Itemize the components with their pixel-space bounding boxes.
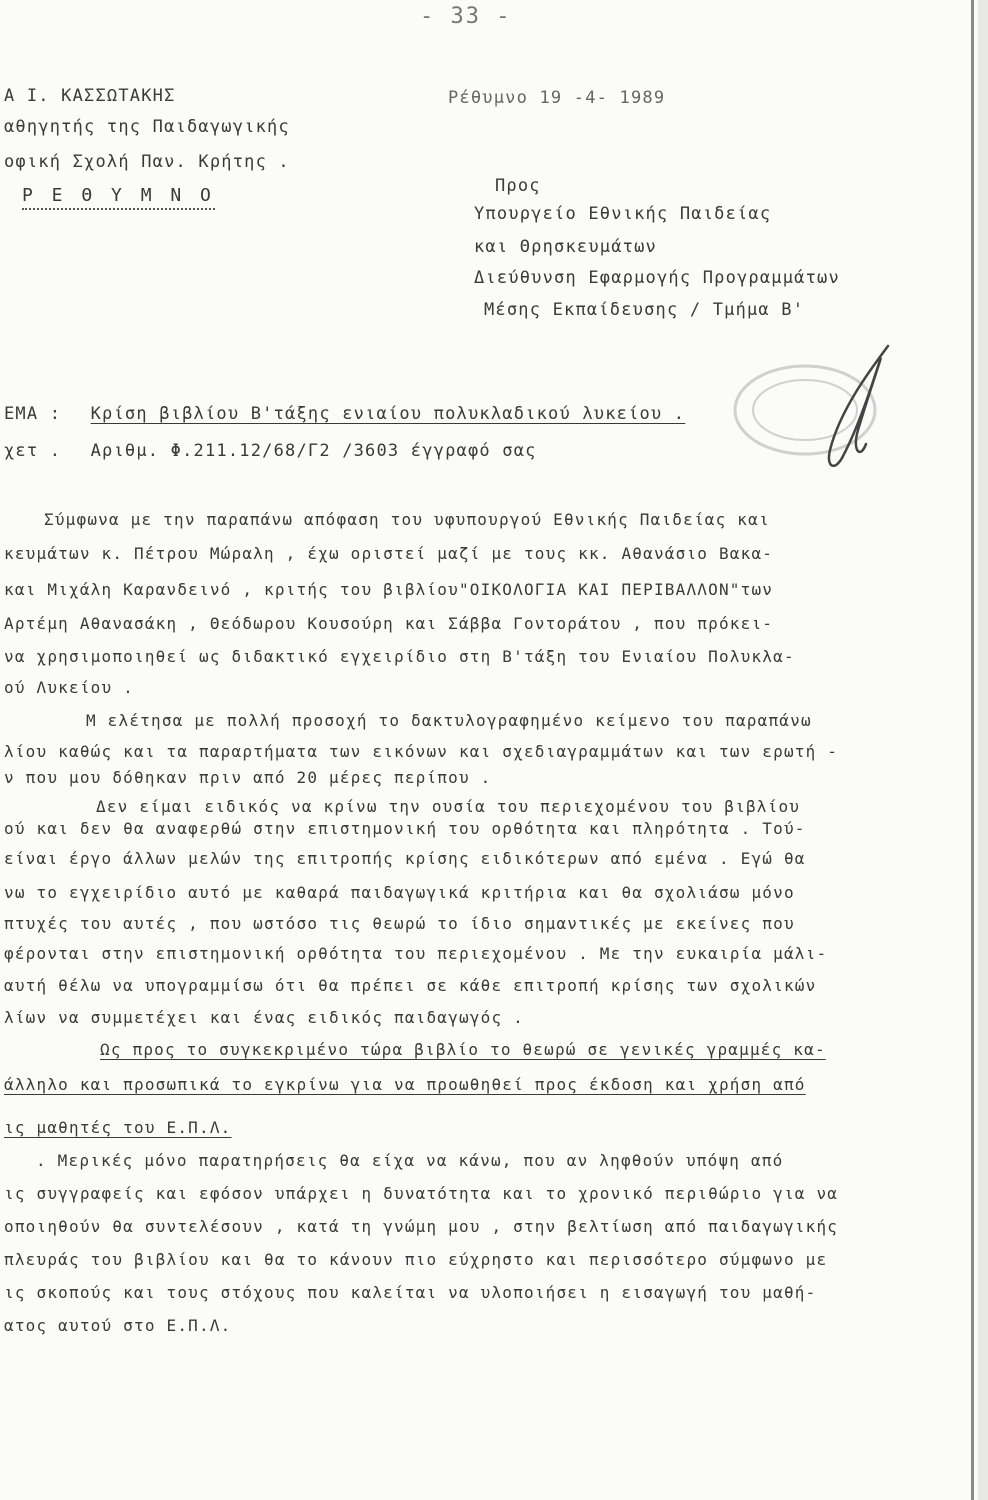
- page-edge-line: [971, 0, 974, 1500]
- sender-city: Ρ Ε Θ Υ Μ Ν Ο: [22, 185, 215, 210]
- sender-name: Α Ι. ΚΑΣΣΩΤΑΚΗΣ: [4, 86, 176, 106]
- body-line: ις μαθητές του Ε.Π.Λ.: [4, 1118, 232, 1137]
- body-line: άλληλο και προσωπικά το εγκρίνω για να προωθηθεί προς έκδοση και χρήση από: [4, 1075, 806, 1094]
- body-line: Σύμφωνα με την παραπάνω απόφαση του υφυπουργού Εθνικής Παιδείας και: [44, 510, 770, 529]
- body-line: ν που μου δόθηκαν πριν από 20 μέρες περίπου .: [4, 768, 492, 787]
- body-line: ού Λυκείου .: [4, 678, 134, 697]
- body-line: Αρτέμη Αθανασάκη , Θεόδωρου Κουσούρη και Σάββα Γοντοράτου , που πρόκει-: [4, 614, 774, 633]
- body-line: πλευράς του βιβλίου και θα το κάνουν πιο εύχρηστο και περισσότερο σύμφωνο με: [4, 1250, 828, 1269]
- reference-text: Αριθμ. Φ.211.12/68/Γ2 /3603 έγγραφό σας: [90, 441, 537, 461]
- body-line: φέρονται στην επιστημονική ορθότητα του περιεχομένου . Με την ευκαιρία μάλι-: [4, 944, 828, 963]
- sender-title-2: οφική Σχολή Παν. Κρήτης .: [4, 152, 290, 172]
- page-number: - 33 -: [420, 4, 512, 29]
- body-line: ού και δεν θα αναφερθώ στην επιστημονική του ορθότητα και πληρότητα . Τού-: [4, 819, 806, 838]
- body-line: και Μιχάλη Καρανδεινό , κριτής του βιβλίου"ΟΙΚΟΛΟΓΙΑ ΚΑΙ ΠΕΡΙΒΑΛΛΟΝ"των: [4, 580, 774, 599]
- body-line: κευμάτων κ. Πέτρου Μώραλη , έχω οριστεί μαζί με τους κκ. Αθανάσιο Βακα-: [4, 544, 774, 563]
- body-line: Μ ελέτησα με πολλή προσοχή το δακτυλογραφημένο κείμενο του παραπάνω: [86, 711, 812, 730]
- body-line: να χρησιμοποιηθεί ως διδακτικό εγχειρίδιο στη Β'τάξη του Ενιαίου Πολυκλα-: [4, 647, 795, 666]
- recipient-line-3: Διεύθυνση Εφαρμογής Προγραμμάτων: [474, 268, 840, 288]
- body-line: πτυχές του αυτές , που ωστόσο τις θεωρώ το ίδιο σημαντικές με εκείνες που: [4, 914, 795, 933]
- body-line: ατος αυτού στο Ε.Π.Λ.: [4, 1316, 232, 1335]
- subject-text: Κρίση βιβλίου Β'τάξης ενιαίου πολυκλαδικού λυκείου .: [90, 404, 686, 424]
- body-line: . Μερικές μόνο παρατηρήσεις θα είχα να κάνω, που αν ληφθούν υπόψη από: [36, 1151, 784, 1170]
- body-line: λίου καθώς και τα παραρτήματα των εικόνων και σχεδιαγραμμάτων και των ερωτή -: [4, 742, 839, 761]
- handwritten-signature: [800, 340, 900, 480]
- body-line: νω το εγχειρίδιο αυτό με καθαρά παιδαγωγικά κριτήρια και θα σχολιάσω μόνο: [4, 883, 795, 902]
- subject-label: ΕΜΑ :: [4, 404, 62, 424]
- body-line: ις σκοπούς και τους στόχους που καλείται να υλοποιήσει η εισαγωγή του μαθή-: [4, 1283, 817, 1302]
- body-line: Δεν είμαι ειδικός να κρίνω την ουσία του περιεχομένου του βιβλίου: [96, 797, 801, 816]
- reference-label: χετ .: [4, 441, 62, 461]
- body-line: Ως προς το συγκεκριμένο τώρα βιβλίο το θεωρώ σε γενικές γραμμές κα-: [100, 1040, 826, 1059]
- sender-title-1: αθηγητής της Παιδαγωγικής: [4, 117, 290, 137]
- recipient-line-1: Υπουργείο Εθνικής Παιδείας: [474, 204, 772, 224]
- recipient-line-4: Μέσης Εκπαίδευσης / Τμήμα Β': [484, 300, 805, 320]
- document-date: Ρέθυμνο 19 -4- 1989: [448, 88, 666, 108]
- body-line: λίων να συμμετέχει και ένας ειδικός παιδαγωγός .: [4, 1008, 524, 1027]
- body-line: είναι έργο άλλων μελών της επιτροπής κρίσης ειδικότερων από εμένα . Εγώ θα: [4, 849, 806, 868]
- body-line: ις συγγραφείς και εφόσον υπάρχει η δυνατότητα και το χρονικό περιθώριο για να: [4, 1184, 839, 1203]
- page-edge-shadow: [978, 0, 988, 1500]
- body-line: αυτή θέλω να υπογραμμίσω ότι θα πρέπει σε κάθε επιτροπή κρίσης των σχολικών: [4, 976, 817, 995]
- recipient-line-2: και Θρησκευμάτων: [474, 237, 657, 257]
- body-line: οποιηθούν θα συντελέσουν , κατά τη γνώμη μου , στην βελτίωση από παιδαγωγικής: [4, 1217, 839, 1236]
- recipient-to: Προς: [495, 176, 541, 196]
